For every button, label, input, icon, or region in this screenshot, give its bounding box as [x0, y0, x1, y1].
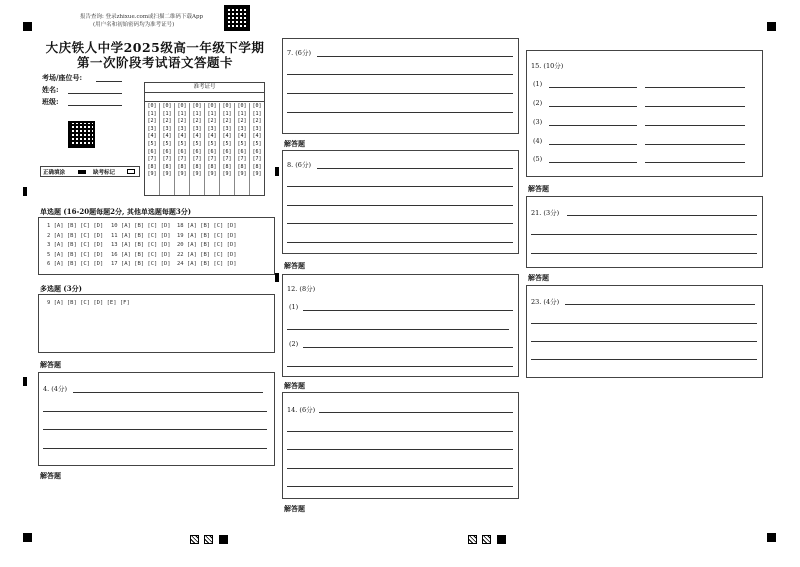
page-mark-icon [497, 535, 506, 544]
single-choice-row[interactable]: 13 [A] [B] [C] [D] [111, 242, 171, 248]
id-digit-bubble[interactable]: [0] [222, 103, 232, 109]
id-digit-column [175, 103, 190, 195]
q8-box [282, 150, 519, 254]
id-digit-bubble[interactable]: [3] [207, 125, 217, 132]
id-digit-bubble[interactable]: [1] [237, 110, 247, 117]
q7-box [282, 38, 519, 134]
answer-line[interactable] [73, 392, 263, 393]
answer-line[interactable] [319, 412, 513, 413]
registration-mark [767, 22, 776, 31]
answer-section-title: 解答题 [528, 184, 549, 193]
q23-label: 23. (4分) [531, 298, 560, 306]
q4-label: 4. (4分) [43, 385, 67, 393]
q15-part1-label: (1) [533, 80, 543, 88]
single-choice-row[interactable]: 5 [A] [B] [C] [D] [47, 251, 104, 258]
single-choice-row[interactable]: 1 [A] [B] [C] [D] [47, 223, 104, 229]
q12-part1-label: (1) [289, 303, 299, 311]
single-choice-row[interactable]: 3 [A] [B] [C] [D] [47, 242, 104, 248]
answer-line[interactable] [565, 304, 755, 305]
registration-mark [23, 22, 32, 31]
q7-label: 7. (6分) [287, 49, 311, 57]
answer-line[interactable] [287, 223, 513, 224]
id-digit-bubble[interactable]: [2] [237, 118, 247, 125]
id-digit-bubble[interactable]: [4] [252, 133, 262, 140]
id-digit-bubble[interactable]: [6] [177, 148, 187, 155]
id-digit-bubble[interactable]: [1] [207, 110, 217, 117]
id-digit-bubble[interactable]: [7] [207, 156, 217, 163]
legend-absent-label: 缺考标记 [93, 170, 116, 176]
q15-part5-label: (5) [533, 155, 543, 163]
single-choice-box [38, 217, 275, 275]
id-digit-bubble[interactable]: [2] [147, 118, 157, 125]
q21-box [526, 196, 763, 268]
id-digit-bubble[interactable]: [7] [237, 156, 247, 163]
q23-box [526, 285, 763, 378]
id-digit-bubble[interactable]: [1] [252, 110, 262, 117]
page-mark-icon [219, 535, 228, 544]
id-digit-bubble[interactable]: [1] [162, 110, 172, 117]
id-digit-bubble[interactable]: [8] [192, 163, 202, 170]
answer-line[interactable] [43, 429, 267, 430]
single-choice-row[interactable]: 19 [A] [B] [C] [D] [177, 232, 237, 239]
id-digit-bubble[interactable]: [4] [147, 133, 157, 140]
answer-line[interactable] [645, 106, 745, 107]
barcode-qr-icon [68, 121, 95, 148]
id-digit-bubble[interactable]: [8] [252, 163, 262, 170]
answer-line[interactable] [287, 366, 513, 367]
id-digit-column [145, 103, 160, 195]
id-digit-bubble[interactable]: [8] [162, 163, 172, 170]
answer-line[interactable] [287, 468, 513, 469]
single-choice-row[interactable]: 17 [A] [B] [C] [D] [111, 261, 171, 267]
id-digit-bubble[interactable]: [4] [222, 133, 232, 140]
answer-line[interactable] [287, 205, 513, 206]
id-digit-bubble[interactable]: [4] [162, 133, 172, 140]
id-digit-bubble[interactable]: [3] [252, 125, 262, 132]
exam-room-label: 考场/座位号: [42, 73, 83, 82]
id-digit-column [220, 103, 235, 195]
id-digit-column [235, 103, 250, 195]
answer-line[interactable] [549, 106, 637, 107]
id-digit-bubble[interactable]: [6] [252, 148, 262, 155]
page-subtitle: 第一次阶段考试语文答题卡 [76, 55, 233, 70]
id-digit-bubble[interactable]: [9] [177, 171, 187, 178]
answer-line[interactable] [43, 448, 267, 449]
answer-line[interactable] [287, 486, 513, 487]
answer-line[interactable] [287, 93, 513, 94]
id-digit-bubble[interactable]: [6] [222, 148, 232, 155]
legend-correct-label: 正确填涂 [43, 170, 66, 176]
id-digit-bubble[interactable]: [3] [177, 125, 187, 132]
id-digit-bubble[interactable]: [8] [147, 163, 157, 170]
registration-mark [275, 167, 279, 176]
id-digit-bubble[interactable]: [9] [252, 171, 262, 178]
id-digit-column [190, 103, 205, 195]
id-digit-bubble[interactable]: [7] [177, 156, 187, 163]
answer-line[interactable] [549, 125, 637, 126]
id-digit-bubble[interactable]: [0] [147, 103, 157, 109]
answer-line[interactable] [531, 323, 757, 324]
page-mark-icon [468, 535, 477, 544]
id-digit-bubble[interactable]: [5] [207, 140, 217, 147]
fill-legend [40, 166, 140, 177]
id-digit-bubble[interactable]: [8] [237, 163, 247, 170]
id-digit-bubble[interactable]: [7] [162, 156, 172, 163]
registration-mark [23, 377, 27, 386]
page-mark-icon [482, 535, 491, 544]
id-digit-bubble[interactable]: [3] [162, 125, 172, 132]
registration-mark [23, 187, 27, 196]
id-digit-bubble[interactable]: [8] [207, 163, 217, 170]
id-digit-bubble[interactable]: [9] [162, 171, 172, 178]
answer-line[interactable] [287, 186, 513, 187]
answer-line[interactable] [287, 242, 513, 243]
answer-line[interactable] [645, 125, 745, 126]
name-label: 姓名: [42, 85, 59, 94]
absent-mark-box[interactable] [127, 169, 135, 174]
answer-line[interactable] [567, 215, 757, 216]
answer-line[interactable] [531, 359, 757, 360]
answer-section-title: 解答题 [284, 139, 305, 148]
answer-line[interactable] [549, 87, 637, 88]
answer-line[interactable] [317, 56, 513, 57]
q14-box [282, 392, 519, 499]
answer-line[interactable] [645, 144, 745, 145]
id-digit-bubble[interactable]: [2] [222, 118, 232, 125]
id-digit-bubble[interactable]: [0] [162, 103, 172, 109]
report-note: 报告查询: 登录zhixue.com或扫描二维码下载App [80, 14, 204, 20]
id-digit-bubble[interactable]: [0] [177, 103, 187, 109]
id-digit-column [205, 103, 220, 195]
answer-section-title: 解答题 [40, 471, 61, 480]
exam-room-field[interactable] [96, 81, 122, 82]
report-note-sub: (用户名和初始密码均为准考证号) [93, 22, 175, 28]
id-digit-bubble[interactable]: [9] [147, 171, 157, 178]
id-digit-bubble[interactable]: [9] [237, 171, 247, 178]
q15-part4-label: (4) [533, 137, 543, 145]
answer-line[interactable] [287, 329, 509, 330]
q12-label: 12. (8分) [287, 285, 316, 293]
id-digit-bubble[interactable]: [0] [252, 103, 262, 109]
id-digit-bubble[interactable]: [6] [162, 148, 172, 155]
answer-line[interactable] [645, 162, 745, 163]
q4-box [38, 372, 275, 466]
page-mark-icon [190, 535, 199, 544]
answer-line[interactable] [317, 168, 513, 169]
answer-line[interactable] [531, 234, 757, 235]
multi-choice-options[interactable]: 9 [A] [B] [C] [D] [E] [F] [47, 300, 130, 306]
id-digit-bubble[interactable]: [5] [162, 140, 172, 147]
id-digit-bubble[interactable]: [3] [192, 125, 202, 132]
class-field[interactable] [68, 105, 122, 106]
id-digit-column [160, 103, 175, 195]
single-choice-row[interactable]: 20 [A] [B] [C] [D] [177, 242, 237, 248]
answer-line[interactable] [303, 310, 513, 311]
class-label: 班级: [42, 97, 59, 106]
answer-line[interactable] [549, 162, 637, 163]
id-digit-column [250, 103, 264, 195]
id-digit-bubble[interactable]: [4] [177, 133, 187, 140]
id-digit-bubble[interactable]: [2] [162, 118, 172, 125]
id-digit-bubble[interactable]: [5] [177, 140, 187, 147]
q12-box [282, 274, 519, 377]
id-digit-bubble[interactable]: [1] [147, 110, 157, 117]
id-digit-bubble[interactable]: [1] [177, 110, 187, 117]
answer-line[interactable] [287, 74, 513, 75]
multi-choice-title: 多选题 (3分) [40, 284, 82, 293]
id-digit-bubble[interactable]: [9] [192, 171, 202, 178]
id-digit-bubble[interactable]: [0] [207, 103, 217, 109]
answer-line[interactable] [531, 341, 757, 342]
id-digit-bubble[interactable]: [2] [207, 118, 217, 125]
answer-line[interactable] [303, 347, 513, 348]
registration-mark [23, 533, 32, 542]
id-digit-bubble[interactable]: [5] [192, 140, 202, 147]
q15-part3-label: (3) [533, 118, 543, 126]
page-title: 大庆铁人中学2025级高一年级下学期 [45, 40, 265, 55]
id-grid-header: 准考证号 [145, 83, 264, 93]
answer-line[interactable] [531, 253, 757, 254]
answer-section-title: 解答题 [528, 273, 549, 282]
id-number-grid [144, 82, 265, 196]
single-choice-row[interactable]: 6 [A] [B] [C] [D] [47, 261, 104, 267]
id-digit-bubble[interactable]: [6] [207, 148, 217, 155]
single-choice-row[interactable]: 22 [A] [B] [C] [D] [177, 251, 237, 258]
answer-line[interactable] [287, 431, 513, 432]
id-digit-bubble[interactable]: [2] [177, 118, 187, 125]
registration-mark [275, 273, 279, 282]
answer-section-title: 解答题 [40, 360, 61, 369]
filled-mark-icon [78, 170, 86, 174]
id-digit-bubble[interactable]: [3] [147, 125, 157, 132]
id-digit-bubble[interactable]: [6] [147, 148, 157, 155]
id-digit-bubble[interactable]: [5] [252, 140, 262, 147]
id-digit-bubble[interactable]: [5] [147, 140, 157, 147]
id-digit-bubble[interactable]: [4] [192, 133, 202, 140]
id-digit-bubble[interactable]: [3] [222, 125, 232, 132]
id-digit-bubble[interactable]: [8] [177, 163, 187, 170]
id-entry-row[interactable] [145, 92, 264, 102]
id-digit-bubble[interactable]: [1] [192, 110, 202, 117]
q15-box [526, 50, 763, 177]
q8-label: 8. (6分) [287, 161, 311, 169]
answer-line[interactable] [645, 87, 745, 88]
q21-label: 21. (3分) [531, 209, 560, 217]
q15-part2-label: (2) [533, 99, 543, 107]
answer-section-title: 解答题 [284, 261, 305, 270]
single-choice-row[interactable]: 2 [A] [B] [C] [D] [47, 232, 104, 239]
id-digit-bubble[interactable]: [5] [222, 140, 232, 147]
id-digit-bubble[interactable]: [4] [207, 133, 217, 140]
id-digit-bubble[interactable]: [2] [192, 118, 202, 125]
name-field[interactable] [68, 93, 122, 94]
id-digit-bubble[interactable]: [9] [207, 171, 217, 178]
id-digit-bubble[interactable]: [6] [192, 148, 202, 155]
page-mark-icon [204, 535, 213, 544]
multi-choice-box [38, 294, 275, 353]
id-digit-bubble[interactable]: [7] [222, 156, 232, 163]
single-choice-row[interactable]: 24 [A] [B] [C] [D] [177, 261, 237, 267]
single-choice-title: 单选题 (16-20题每题2分, 其他单选题每题3分) [40, 207, 192, 216]
q14-label: 14. (6分) [287, 406, 316, 414]
q15-label: 15. (10分) [531, 62, 564, 70]
id-digit-bubble[interactable]: [7] [147, 156, 157, 163]
id-digit-bubble[interactable]: [0] [237, 103, 247, 109]
registration-mark [767, 533, 776, 542]
single-choice-row[interactable]: 10 [A] [B] [C] [D] [111, 223, 171, 229]
id-digit-bubble[interactable]: [5] [237, 140, 247, 147]
answer-line[interactable] [287, 449, 513, 450]
single-choice-row[interactable]: 18 [A] [B] [C] [D] [177, 223, 237, 229]
id-digit-bubble[interactable]: [4] [237, 133, 247, 140]
id-digit-bubble[interactable]: [9] [222, 171, 232, 178]
id-digit-bubble[interactable]: [3] [237, 125, 247, 132]
answer-section-title: 解答题 [284, 381, 305, 390]
id-digit-bubble[interactable]: [7] [252, 156, 262, 163]
single-choice-row[interactable]: 16 [A] [B] [C] [D] [111, 251, 171, 258]
q12-part2-label: (2) [289, 340, 299, 348]
answer-line[interactable] [43, 411, 267, 412]
id-digit-bubble[interactable]: [1] [222, 110, 232, 117]
answer-section-title: 解答题 [284, 504, 305, 513]
id-digit-bubble[interactable]: [0] [192, 103, 202, 109]
answer-line[interactable] [287, 112, 513, 113]
id-digit-bubble[interactable]: [8] [222, 163, 232, 170]
id-digit-bubble[interactable]: [2] [252, 118, 262, 125]
answer-line[interactable] [549, 144, 637, 145]
qr-code-icon [224, 5, 250, 31]
single-choice-row[interactable]: 11 [A] [B] [C] [D] [111, 232, 171, 239]
id-digit-bubble[interactable]: [6] [237, 148, 247, 155]
id-digit-bubble[interactable]: [7] [192, 156, 202, 163]
